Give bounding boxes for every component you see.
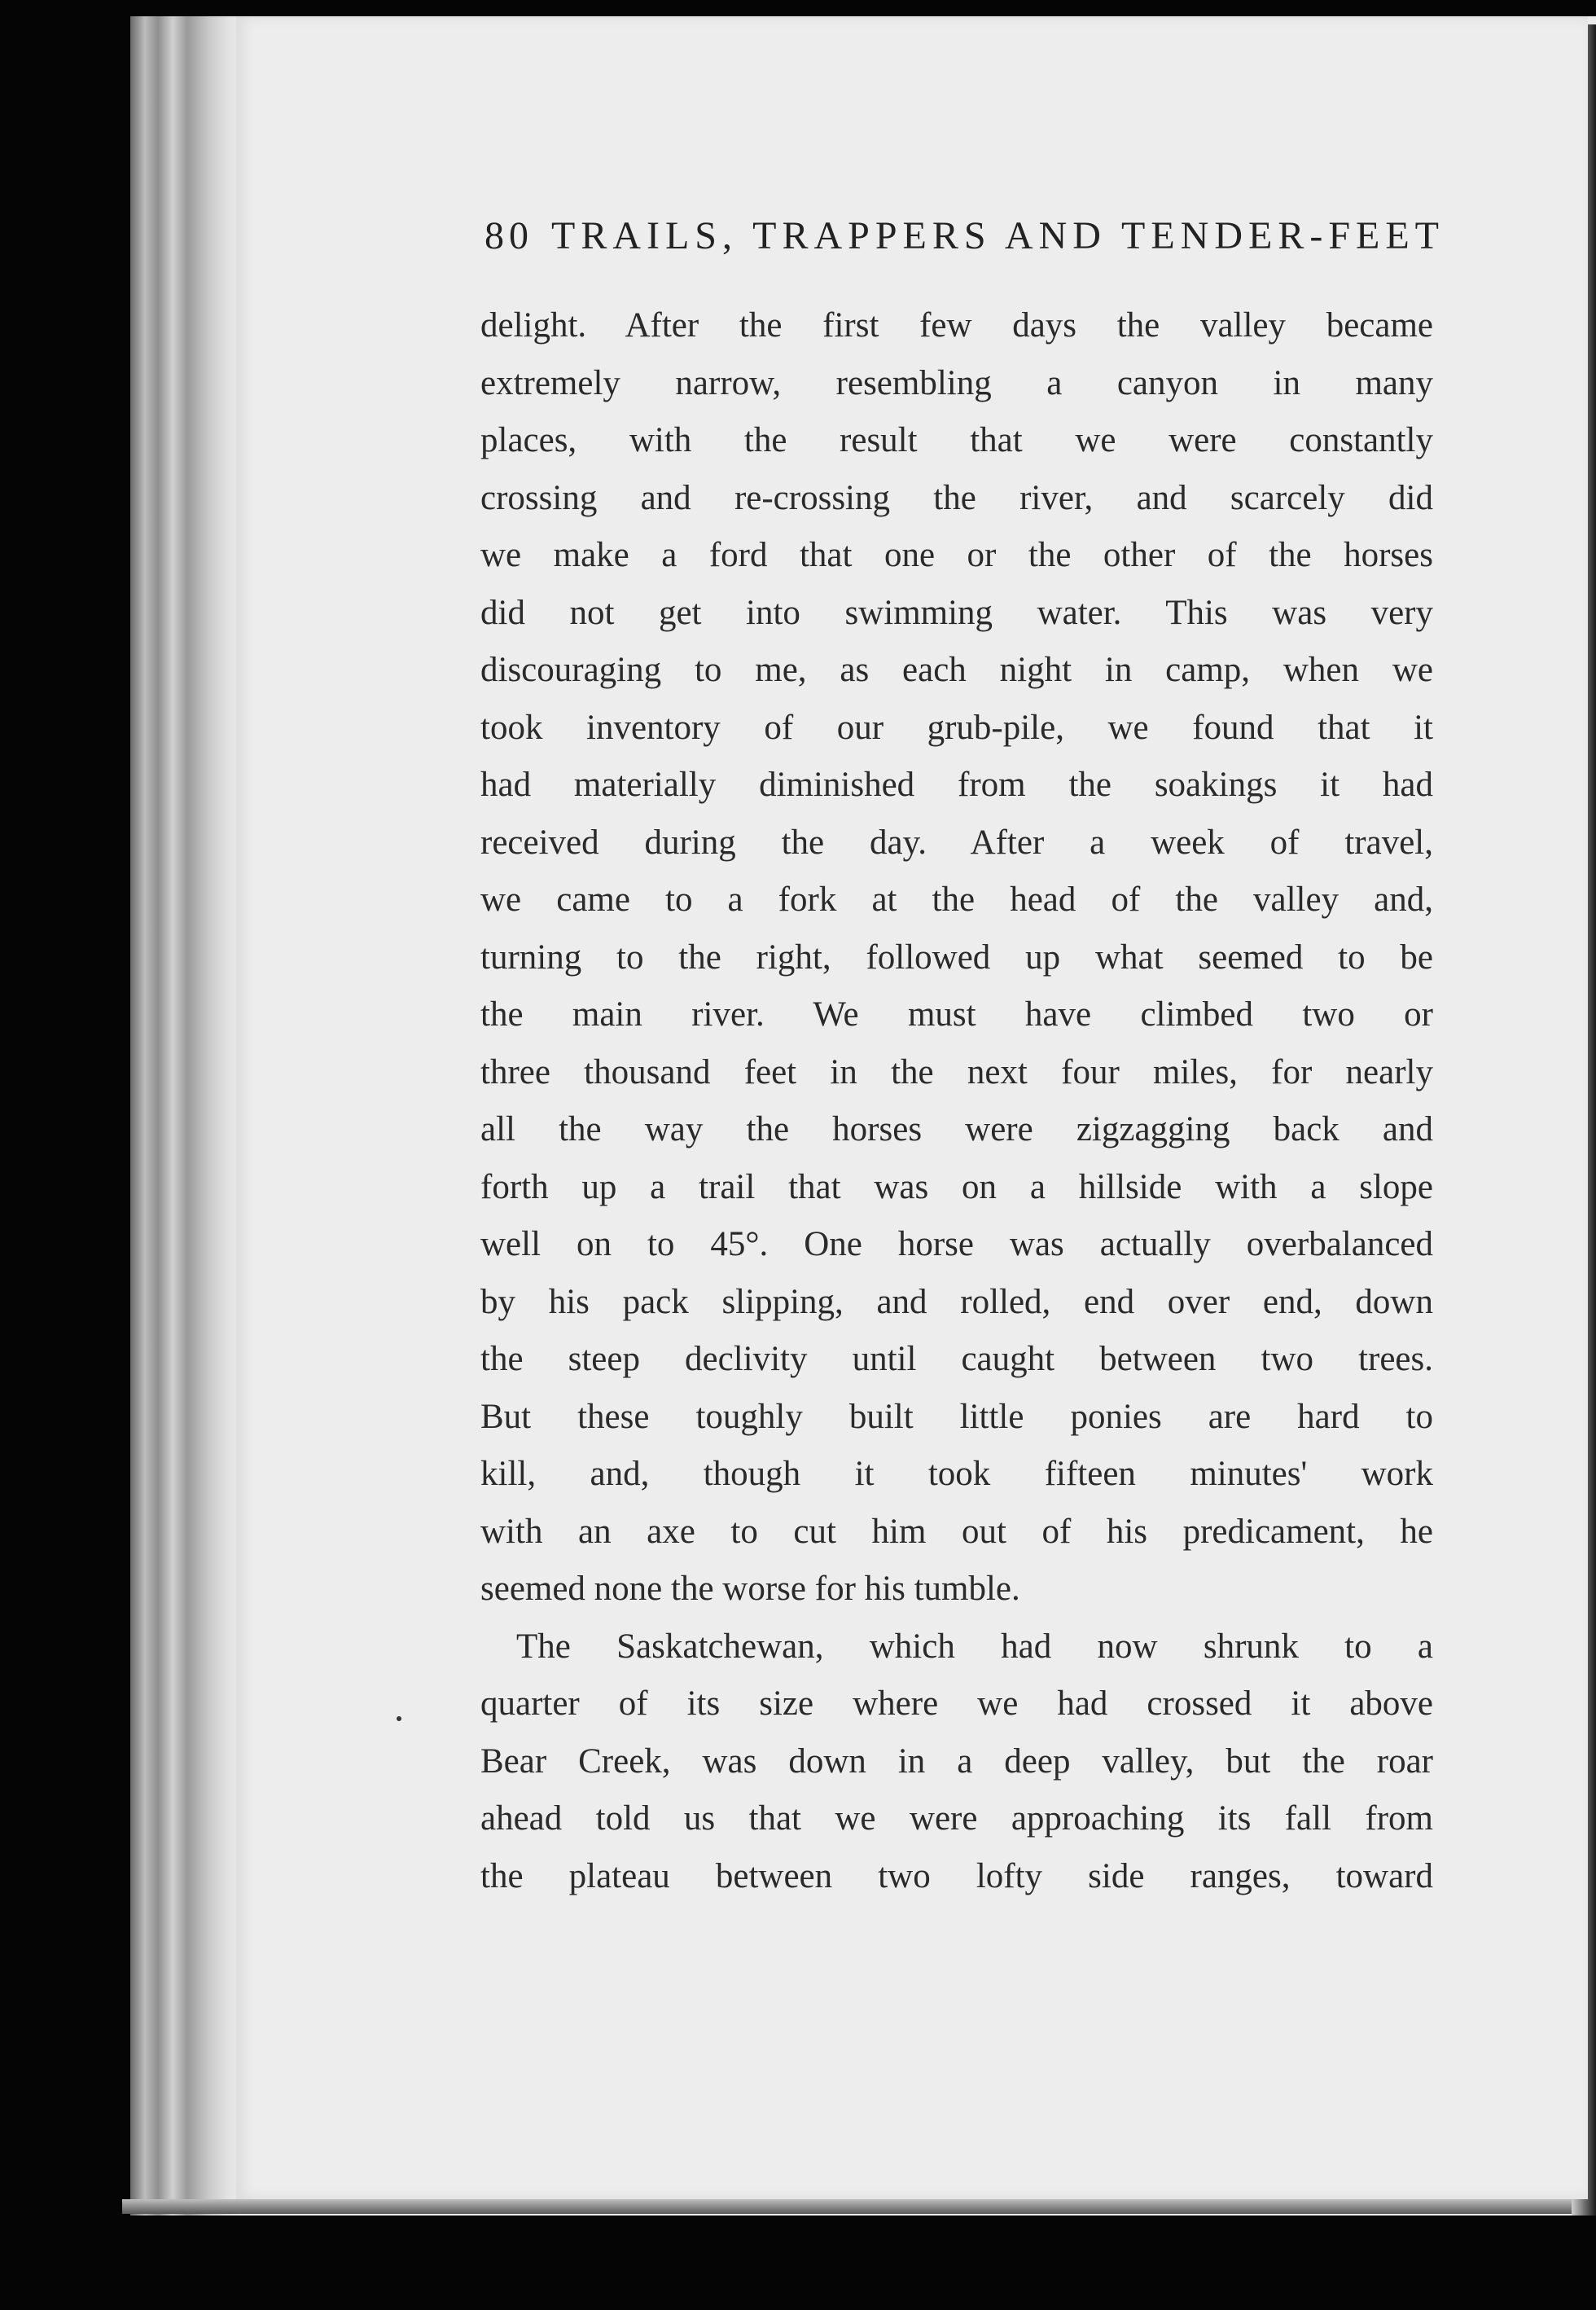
body-text [480,297,1433,1905]
text-line: extremely narrow, resembling a canyon in many [480,363,1433,402]
text-line: did not get into swimming water. This was very [480,593,1433,632]
text-line: we make a ford that one or the other of the horses [480,536,1433,574]
running-head [484,213,1445,258]
text-line: with an axe to cut him out of his predicament, he [480,1512,1433,1551]
text-line: the main river. We must have climbed two or [480,995,1433,1034]
text-line: we came to a fork at the head of the valley and, [480,881,1433,919]
book-title: TRAILS, TRAPPERS AND TENDER-FEET [551,214,1445,257]
text-line: forth up a trail that was on a hillside with a slope [480,1167,1433,1206]
text-line: had materially diminished from the soakings it had [480,766,1433,804]
page-number: 80 [484,214,533,257]
ink-speck [397,1716,401,1721]
text-line: Bear Creek, was down in a deep valley, but the roar [480,1741,1433,1781]
text-line: by his pack slipping, and rolled, end over end, down [480,1282,1433,1321]
text-line: three thousand feet in the next four miles, for nearly [480,1052,1433,1091]
text-line: well on to 45°. One horse was actually overbalanced [480,1225,1433,1263]
text-line: delight. After the first few days the valley became [480,306,1433,345]
text-line: quarter of its size where we had crossed it above [480,1684,1433,1723]
paragraph [480,297,1433,1618]
text-line: kill, and, though it took fifteen minutes' work [480,1455,1433,1493]
text-line: the plateau between two lofty side ranges, toward [480,1856,1433,1895]
page-bottom-edge [122,2199,1588,2214]
text-line: seemed none the worse for his tumble. [480,1570,1020,1608]
text-line: ahead told us that we were approaching its fall from [480,1799,1433,1838]
text-line: The Saskatchewan, which had now shrunk to a [516,1627,1433,1666]
text-line: discouraging to me, as each night in camp, when we [480,651,1433,689]
text-line: took inventory of our grub-pile, we found that it [480,708,1433,747]
text-line: places, with the result that we were constantly [480,421,1433,459]
paragraph [480,1618,1433,1906]
text-line: received during the day. After a week of travel, [480,823,1433,862]
text-line: the steep declivity until caught between two trees. [480,1340,1433,1378]
text-line: all the way the horses were zigzagging back and [480,1110,1433,1148]
text-line: crossing and re-crossing the river, and scarcely did [480,478,1433,517]
text-line: But these toughly built little ponies are hard to [480,1397,1433,1436]
text-line: turning to the right, followed up what seemed to be [480,938,1433,977]
